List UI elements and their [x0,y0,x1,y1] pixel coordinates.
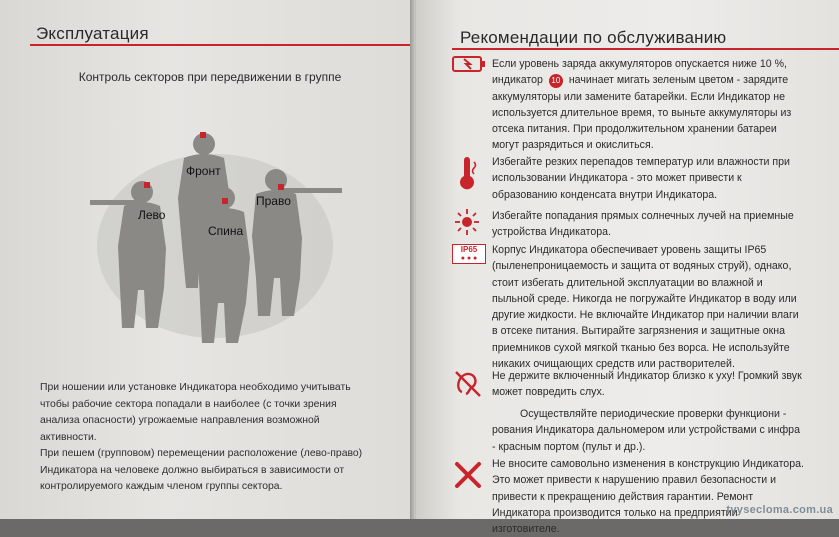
modification-warning-text: Не вносите самовольно изменения в конструкцию Индикатора. Это может привести к нарушению правил безопасности и привести к прекращению действия гарантии. Ремонт Индикатора производится только на предприятии изготовителе. [492,458,804,536]
battery-text: Если уровень заряда аккумуляторов опускается ниже 10 %, индикатор 10 начинает мигать зеленым цветом - зарядите аккумуляторы или замените батарейки. Если Индикатор не используется длительное время, то выньте аккумуляторы из отсека питания. При продолжительном хранении батареи могут разрядиться и окислиться. [492,58,792,152]
ip65-icon: IP65 ● ● ● [452,244,486,264]
label-back: Спина [208,224,244,238]
label-front: Фронт [186,164,221,178]
sunlight-text: Избегайте попадания прямых солнечных лучей на приемные устройства Индикатора. [492,210,794,239]
list-item [452,54,804,154]
list-item [452,208,804,240]
figure-caption: Контроль секторов при передвижении в группе [78,70,342,84]
thermometer-icon [452,156,482,195]
header-rule [452,48,839,50]
list-item [452,242,804,370]
ip-protection-text: Корпус Индикатора обеспечивает уровень защиты IP65 (пыленепроницаемость и защита от водяных струй), однако, стоит избегать длительной эксплуатации во влажной и пыльной среде. Никогда не погружайте Индикатор в воду или другие жидкости. Не включайте Индикатор при наличии влаги в отсеке питания. Вытирайте загрязнения и защитные окна приемников сухой мягкой тканью без ворса. Не используйте никаких очищающих средств или растворителей. [492,244,799,371]
sector-figure [80,128,350,368]
ear-warning-text: Не держите включенный Индикатор близко к уху! Громкий звук может повредить слух. [492,370,802,399]
periodic-check-text: Осуществляйте периодические проверки функциони - рования Индикатора дальномером или устройствами с инфра - красным портом (пульт и др.). [492,408,800,453]
left-page [0,0,414,519]
sun-icon [452,208,482,241]
header-rule [30,44,414,46]
recommendations-list [452,54,804,536]
temperature-text: Избегайте резких перепадов температур или влажности при использовании Индикатора - это может привести к образованию конденсата внутри Индикатора. [492,156,790,201]
tools-icon [452,460,484,495]
list-item [452,368,804,404]
ear-icon [452,368,484,405]
list-item [452,154,804,206]
section-header: Рекомендации по обслуживанию [460,28,727,47]
label-right: Право [256,194,291,208]
right-page [416,0,839,536]
list-item [452,406,804,456]
paragraph-group-movement: При пешем (групповом) перемещении расположение (лево-право) Индикатора на человеке должно выбираться в зависимости от контролируемого каждым членом группы сектора. [40,448,363,492]
label-left: Лево [138,208,166,222]
section-header: Эксплуатация [36,24,149,43]
paragraph-wearing: При ношении или установке Индикатора необходимо учитывать чтобы рабочие сектора попадали в наиболее (с точки зрения анализа опасности) угрожаемые направления возможной активности. [40,382,351,443]
battery-level-badge: 10 [549,74,563,88]
watermark: tvysecloma.com.ua [726,504,833,516]
